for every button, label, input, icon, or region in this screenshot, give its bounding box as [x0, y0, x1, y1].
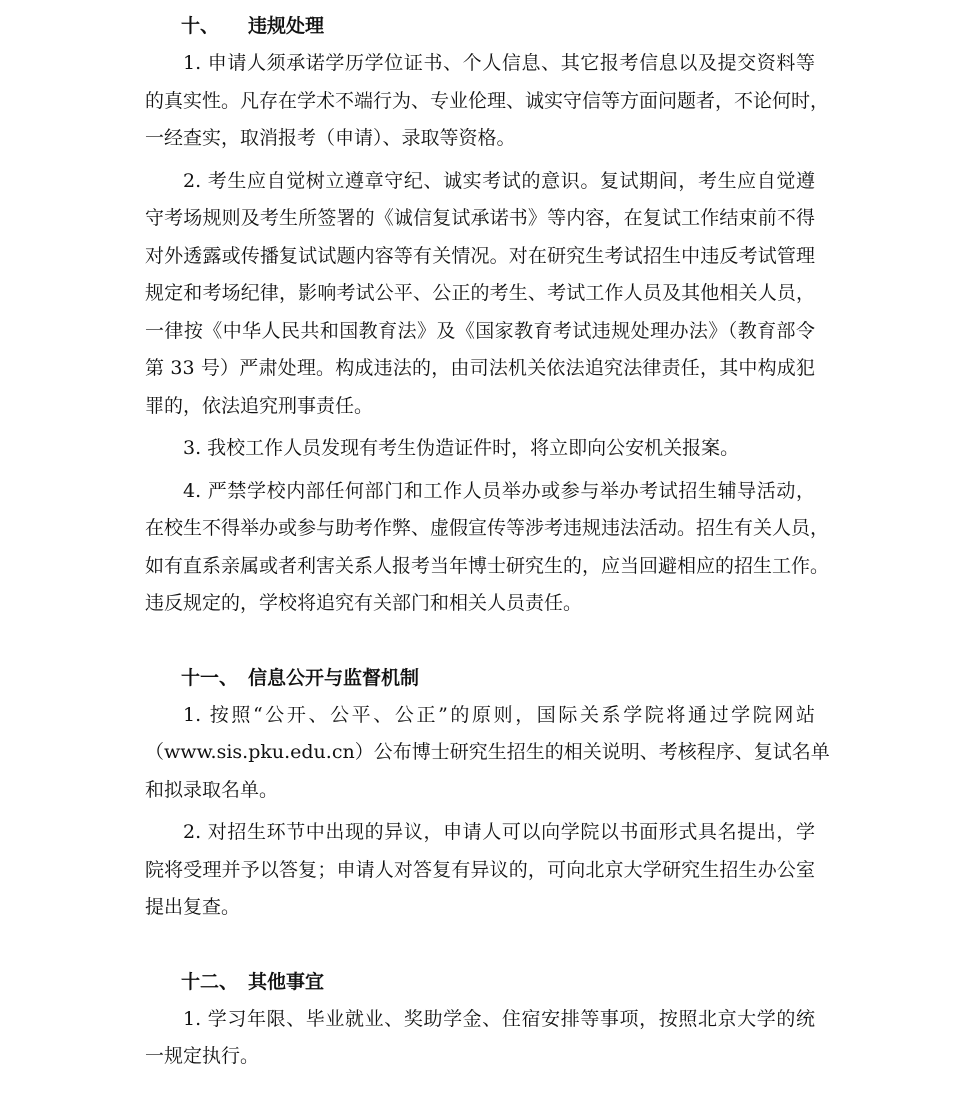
text-line: 如有直系亲属或者利害关系人报考当年博士研究生的，应当回避相应的招生工作。	[145, 554, 830, 577]
text-line: 2. 考生应自觉树立遵章守纪、诚实考试的意识。复试期间，考生应自觉遵	[183, 169, 815, 192]
paragraph	[145, 697, 830, 810]
paragraph	[145, 473, 830, 623]
section	[145, 963, 815, 1076]
text-line: 1. 申请人须承诺学历学位证书、个人信息、其它报考信息以及提交资料等	[183, 52, 815, 74]
text-line: 罪的，依法追究刑事责任。	[145, 394, 374, 417]
paragraph	[145, 1001, 815, 1076]
section-title: 其他事宜	[248, 970, 325, 993]
text-line: 的真实性。凡存在学术不端行为、专业伦理、诚实守信等方面问题者，不论何时，	[145, 89, 830, 112]
paragraph	[145, 45, 830, 158]
text-line: 1. 学习年限、毕业就业、奖助学金、住宿安排等事项，按照北京大学的统	[183, 1007, 815, 1030]
text-line: 一律按《中华人民共和国教育法》及《国家教育考试违规处理办法》（教育部令	[145, 319, 815, 342]
document-page	[145, 7, 830, 1112]
text-line: 违反规定的，学校将追究有关部门和相关人员责任。	[145, 592, 583, 614]
text-line: 院将受理并予以答复；申请人对答复有异议的，可向北京大学研究生招生办公室	[145, 858, 815, 881]
text-line: 规定和考场纪律，影响考试公平、公正的考生、考试工作人员及其他相关人员，	[145, 282, 815, 304]
text-line: 3. 我校工作人员发现有考生伪造证件时，将立即向公安机关报案。	[183, 437, 740, 459]
paragraph	[145, 814, 815, 927]
section-number: 十二、	[181, 970, 239, 993]
text-line: 第 33 号）严肃处理。构成违法的，由司法机关依法追究法律责任，其中构成犯	[145, 357, 815, 379]
text-line: （www.sis.pku.edu.cn）公布博士研究生招生的相关说明、考核程序、复试名单	[145, 741, 830, 763]
text-line: 一规定执行。	[145, 1045, 260, 1067]
text-line: 1. 按照“公开、公平、公正”的原则，国际关系学院将通过学院网站	[183, 703, 815, 726]
section-heading	[145, 963, 815, 1001]
text-line: 和拟录取名单。	[145, 778, 279, 801]
text-line: 对外透露或传播复试试题内容等有关情况。对在研究生考试招生中违反考试管理	[145, 244, 815, 267]
section-title: 信息公开与监督机制	[248, 666, 420, 689]
text-line: 在校生不得举办或参与助考作弊、虚假宣传等涉考违规违法活动。招生有关人员，	[145, 517, 830, 539]
section-number: 十、	[181, 15, 220, 37]
section	[145, 659, 830, 927]
text-line: 2. 对招生环节中出现的异议，申请人可以向学院以书面形式具名提出，学	[183, 821, 815, 843]
paragraph	[145, 163, 815, 426]
text-line: 一经查实，取消报考（申请）、录取等资格。	[145, 127, 516, 149]
section-heading	[145, 659, 815, 697]
section-title: 违规处理	[248, 15, 325, 37]
text-line: 提出复查。	[145, 896, 241, 918]
paragraph	[145, 430, 815, 468]
section-number: 十一、	[181, 666, 239, 689]
section	[145, 7, 830, 623]
text-line: 守考场规则及考生所签署的《诚信复试承诺书》等内容，在复试工作结束前不得	[145, 207, 815, 229]
section-heading	[145, 7, 815, 45]
text-line: 4. 严禁学校内部任何部门和工作人员举办或参与举办考试招生辅导活动，	[183, 479, 815, 502]
